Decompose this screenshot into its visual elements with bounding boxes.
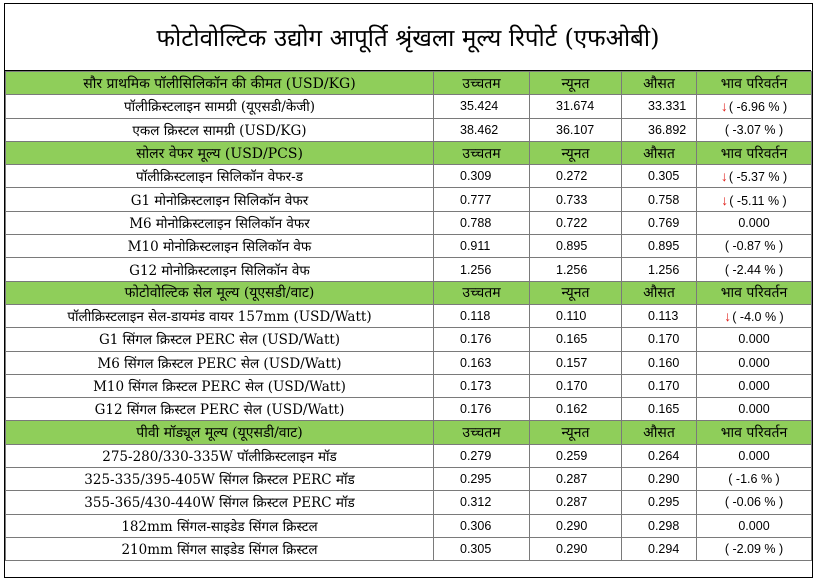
price-change	[697, 468, 812, 491]
product-name: G12 सिंगल क्रिस्टल PERC सेल (USD/Watt)	[6, 398, 434, 421]
price-change	[697, 444, 812, 467]
high-price: 1.256	[434, 258, 530, 281]
section-header-row	[6, 281, 812, 304]
price-change-value: ( -3.07 % )	[724, 122, 784, 137]
high-price: 0.777	[434, 188, 530, 211]
down-arrow-icon: ↓	[720, 98, 728, 115]
average-price: 0.264	[622, 444, 697, 467]
price-change-value: ( -2.09 % )	[724, 542, 784, 557]
column-header-high: उच्चतम	[434, 421, 530, 444]
column-header-average: औसत	[622, 281, 697, 304]
table-row	[6, 398, 812, 421]
low-price: 0.290	[530, 537, 622, 560]
low-price: 0.272	[530, 165, 622, 188]
high-price: 0.295	[434, 468, 530, 491]
product-name: एकल क्रिस्टल सामग्री (USD/KG)	[6, 118, 434, 141]
price-change	[697, 118, 812, 141]
product-name: 355-365/430-440W सिंगल क्रिस्टल PERC मॉड	[6, 491, 434, 514]
column-header-change: भाव परिवर्तन	[697, 72, 812, 95]
product-name: 325-335/395-405W सिंगल क्रिस्टल PERC मॉड	[6, 468, 434, 491]
average-price: 0.895	[622, 235, 697, 258]
section-header-row	[6, 72, 812, 95]
table-row	[6, 491, 812, 514]
product-name: G1 मोनोक्रिस्टलाइन सिलिकॉन वेफर	[6, 188, 434, 211]
table-row	[6, 211, 812, 234]
column-header-low: न्यूनत	[530, 281, 622, 304]
price-change-value: ( -2.44 % )	[724, 262, 784, 277]
low-price: 0.170	[530, 374, 622, 397]
price-table-body	[6, 72, 812, 561]
price-change-value: 0.000	[738, 448, 770, 463]
table-row	[6, 95, 812, 118]
price-change-value: 0.000	[738, 332, 770, 347]
price-change	[697, 95, 812, 118]
price-change-value: ( -5.37 % )	[728, 170, 788, 185]
section-title: फोटोवोल्टिक सेल मूल्य (यूएसडी/वाट)	[6, 281, 434, 304]
table-row	[6, 351, 812, 374]
column-header-high: उच्चतम	[434, 141, 530, 164]
low-price: 0.733	[530, 188, 622, 211]
column-header-average: औसत	[622, 72, 697, 95]
price-change	[697, 304, 812, 327]
low-price: 0.287	[530, 468, 622, 491]
product-name: M6 सिंगल क्रिस्टल PERC सेल (USD/Watt)	[6, 351, 434, 374]
high-price: 0.309	[434, 165, 530, 188]
section-title: सौर प्राथमिक पॉलीसिलिकॉन की कीमत (USD/KG)	[6, 72, 434, 95]
price-change	[697, 258, 812, 281]
average-price: 0.113	[622, 304, 697, 327]
price-table	[5, 71, 812, 561]
product-name: 275-280/330-335W पॉलीक्रिस्टलाइन मॉड	[6, 444, 434, 467]
high-price: 0.911	[434, 235, 530, 258]
high-price: 0.176	[434, 398, 530, 421]
price-change-value: 0.000	[738, 215, 770, 230]
column-header-low: न्यूनत	[530, 141, 622, 164]
average-price: 0.295	[622, 491, 697, 514]
high-price: 0.788	[434, 211, 530, 234]
low-price: 0.110	[530, 304, 622, 327]
product-name: पॉलीक्रिस्टलाइन सेल-डायमंड वायर 157mm (USD/Watt)	[6, 304, 434, 327]
price-change-value: ( -0.87 % )	[724, 239, 784, 254]
table-row	[6, 374, 812, 397]
low-price: 0.722	[530, 211, 622, 234]
product-name: G1 सिंगल क्रिस्टल PERC सेल (USD/Watt)	[6, 328, 434, 351]
down-arrow-icon: ↓	[720, 168, 728, 185]
table-row	[6, 468, 812, 491]
column-header-average: औसत	[622, 421, 697, 444]
report-title: फोटोवोल्टिक उद्योग आपूर्ति श्रृंखला मूल्य रिपोर्ट (एफओबी)	[5, 4, 811, 71]
table-row	[6, 235, 812, 258]
average-price: 0.758	[622, 188, 697, 211]
average-price: 36.892	[622, 118, 697, 141]
column-header-high: उच्चतम	[434, 281, 530, 304]
low-price: 36.107	[530, 118, 622, 141]
high-price: 0.163	[434, 351, 530, 374]
product-name: M6 मोनोक्रिस्टलाइन सिलिकॉन वेफर	[6, 211, 434, 234]
price-change-value: ( -6.96 % )	[728, 100, 788, 115]
column-header-high: उच्चतम	[434, 72, 530, 95]
average-price: 0.305	[622, 165, 697, 188]
price-change	[697, 514, 812, 537]
table-row	[6, 188, 812, 211]
price-change	[697, 351, 812, 374]
high-price: 0.306	[434, 514, 530, 537]
product-name: पॉलीक्रिस्टलाइन सिलिकॉन वेफर-ड	[6, 165, 434, 188]
price-change	[697, 165, 812, 188]
table-row	[6, 165, 812, 188]
section-header-row	[6, 421, 812, 444]
price-report-sheet	[4, 3, 813, 578]
high-price: 0.173	[434, 374, 530, 397]
average-price: 0.170	[622, 328, 697, 351]
product-name: M10 मोनोक्रिस्टलाइन सिलिकॉन वेफ	[6, 235, 434, 258]
low-price: 0.287	[530, 491, 622, 514]
average-price: 0.298	[622, 514, 697, 537]
product-name: M10 सिंगल क्रिस्टल PERC सेल (USD/Watt)	[6, 374, 434, 397]
price-change	[697, 398, 812, 421]
price-change	[697, 374, 812, 397]
low-price: 0.259	[530, 444, 622, 467]
column-header-change: भाव परिवर्तन	[697, 421, 812, 444]
high-price: 0.305	[434, 537, 530, 560]
low-price: 1.256	[530, 258, 622, 281]
column-header-change: भाव परिवर्तन	[697, 141, 812, 164]
table-row	[6, 258, 812, 281]
price-change-value: ( -4.0 % )	[732, 310, 784, 325]
average-price: 0.170	[622, 374, 697, 397]
price-change-value: ( -0.06 % )	[724, 495, 784, 510]
high-price: 38.462	[434, 118, 530, 141]
down-arrow-icon: ↓	[724, 308, 732, 325]
price-change	[697, 491, 812, 514]
product-name: पॉलीक्रिस्टलाइन सामग्री (यूएसडी/केजी)	[6, 95, 434, 118]
down-arrow-icon: ↓	[721, 191, 729, 208]
section-title: पीवी मॉड्यूल मूल्य (यूएसडी/वाट)	[6, 421, 434, 444]
table-row	[6, 444, 812, 467]
low-price: 31.674	[530, 95, 622, 118]
product-name: 210mm सिंगल साइडेड सिंगल क्रिस्टल	[6, 537, 434, 560]
price-change	[697, 537, 812, 560]
price-change	[697, 211, 812, 234]
column-header-change: भाव परिवर्तन	[697, 281, 812, 304]
price-change-value: ( -1.6 % )	[728, 472, 780, 487]
high-price: 35.424	[434, 95, 530, 118]
table-row	[6, 118, 812, 141]
high-price: 0.118	[434, 304, 530, 327]
average-price: 1.256	[622, 258, 697, 281]
low-price: 0.162	[530, 398, 622, 421]
price-change	[697, 235, 812, 258]
table-row	[6, 328, 812, 351]
table-row	[6, 304, 812, 327]
table-row	[6, 514, 812, 537]
price-change-value: 0.000	[738, 355, 770, 370]
product-name: G12 मोनोक्रिस्टलाइन सिलिकॉन वेफ	[6, 258, 434, 281]
product-name: 182mm सिंगल-साइडेड सिंगल क्रिस्टल	[6, 514, 434, 537]
average-price: 0.290	[622, 468, 697, 491]
low-price: 0.165	[530, 328, 622, 351]
average-price: 0.165	[622, 398, 697, 421]
section-title: सोलर वेफर मूल्य (USD/PCS)	[6, 141, 434, 164]
low-price: 0.157	[530, 351, 622, 374]
average-price: 33.331	[622, 95, 697, 118]
column-header-average: औसत	[622, 141, 697, 164]
average-price: 0.769	[622, 211, 697, 234]
price-change-value: 0.000	[738, 518, 770, 533]
low-price: 0.895	[530, 235, 622, 258]
price-change-value: ( -5.11 % )	[729, 193, 787, 208]
price-change-value: 0.000	[738, 402, 770, 417]
high-price: 0.279	[434, 444, 530, 467]
price-change-value: 0.000	[738, 379, 770, 393]
high-price: 0.176	[434, 328, 530, 351]
high-price: 0.312	[434, 491, 530, 514]
column-header-low: न्यूनत	[530, 421, 622, 444]
average-price: 0.160	[622, 351, 697, 374]
price-change	[697, 188, 812, 211]
table-row	[6, 537, 812, 560]
average-price: 0.294	[622, 537, 697, 560]
section-header-row	[6, 141, 812, 164]
column-header-low: न्यूनत	[530, 72, 622, 95]
price-change	[697, 328, 812, 351]
low-price: 0.290	[530, 514, 622, 537]
